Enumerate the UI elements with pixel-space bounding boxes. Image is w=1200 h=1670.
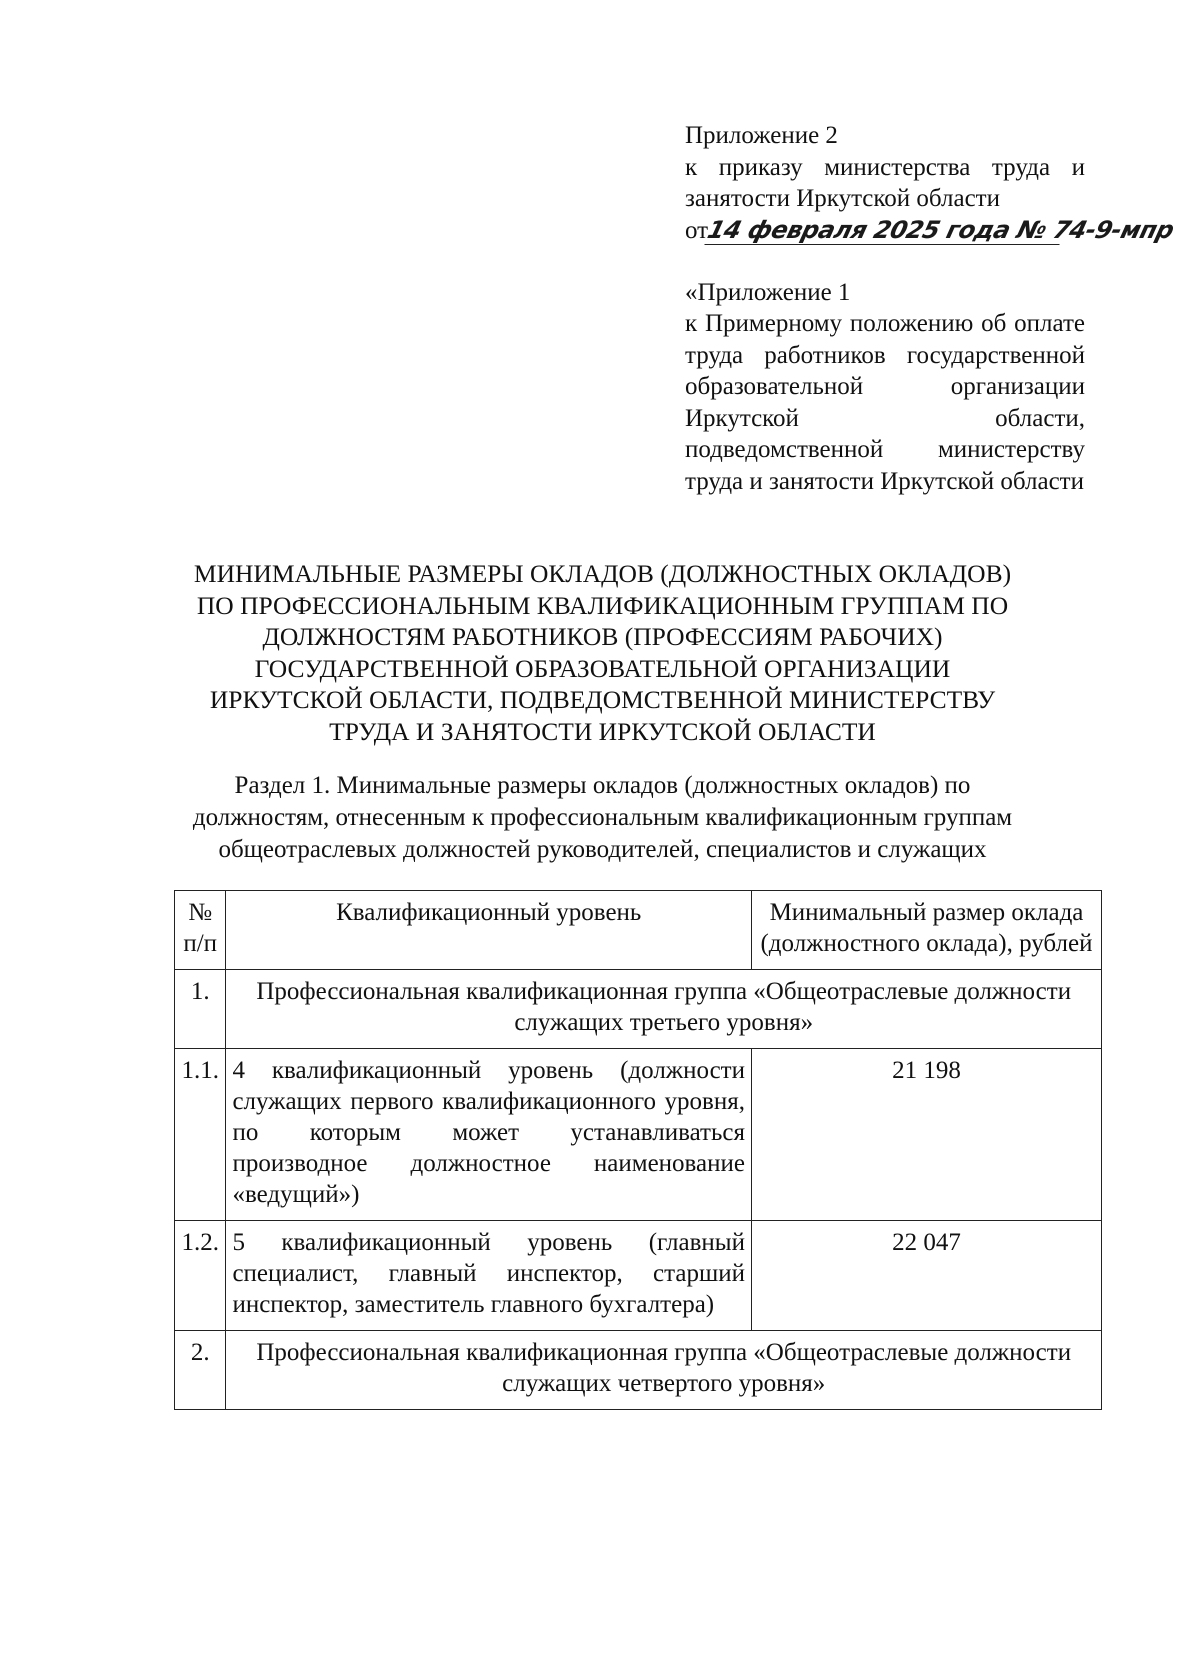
heading-line-5: ИРКУТСКОЙ ОБЛАСТИ, ПОДВЕДОМСТВЕННОЙ МИНИСТЕРСТВУ [209,685,996,714]
appendix-2-line-2: занятости Иркутской области [685,185,1000,212]
appendix-1-body: к Примерному положению об оплате труда работников государственной образовательной организации Иркутской области, подведомственной министерству труда и занятости Иркутской области [685,310,1085,495]
appendix-2-title: Приложение 2 [685,122,838,149]
section-line-3: общеотраслевых должностей руководителей, специалистов и служащих [218,836,987,863]
handwritten-order-date: 14 февраля 2025 года № 74-9-мпр [704,215,1177,244]
header-salary: Минимальный размер оклада (должностного оклада), рублей [751,891,1101,970]
group-title: Профессиональная квалификационная группа «Общеотраслевые должности служащих третьего уровня» [226,970,1102,1049]
row-num: 1.1. [175,1049,226,1221]
table-row [175,1331,1102,1410]
salary-table [174,890,1102,1410]
header-level: Квалификационный уровень [226,891,752,970]
table-row [175,970,1102,1049]
level-text: 5 квалификационный уровень (главный специалист, главный инспектор, старший инспектор, заместитель главного бухгалтера) [226,1221,752,1331]
document-heading [140,558,1065,747]
salary-value: 22 047 [751,1221,1101,1331]
section-line-2: должностям, отнесенным к профессиональным квалификационным группам [192,804,1013,831]
heading-line-2: ПО ПРОФЕССИОНАЛЬНЫМ КВАЛИФИКАЦИОННЫМ ГРУППАМ ПО [196,590,1009,620]
order-line [685,215,1177,247]
salary-value: 21 198 [751,1049,1101,1221]
table-row [175,1221,1102,1331]
table-header-row [175,891,1102,970]
heading-line-3: ДОЛЖНОСТЯМ РАБОТНИКОВ (ПРОФЕССИЯМ РАБОЧИХ) [262,622,943,651]
heading-line-4: ГОСУДАРСТВЕННОЙ ОБРАЗОВАТЕЛЬНОЙ ОРГАНИЗАЦИИ [254,653,951,683]
order-prefix: от [685,216,709,244]
heading-line-1: МИНИМАЛЬНЫЕ РАЗМЕРЫ ОКЛАДОВ (ДОЛЖНОСТНЫХ ОКЛАДОВ) [193,559,1012,588]
group-title: Профессиональная квалификационная группа «Общеотраслевые должности служащих четвертого уровня» [226,1331,1102,1410]
appendix-2-block [685,120,1177,497]
section-1-title [160,770,1045,866]
row-num: 1.2. [175,1221,226,1331]
table-row [175,1049,1102,1221]
heading-line-6: ТРУДА И ЗАНЯТОСТИ ИРКУТСКОЙ ОБЛАСТИ [329,716,876,746]
appendix-1-block [685,277,1085,498]
level-text: 4 квалификационный уровень (должности служащих первого квалификационного уровня, по которым может устанавливаться производное должностное наименование «ведущий») [226,1049,752,1221]
appendix-1-title: «Приложение 1 [685,278,851,306]
row-num: 1. [175,970,226,1049]
row-num: 2. [175,1331,226,1410]
appendix-2-line-1: к приказу министерства труда и [685,153,1085,181]
header-num: № п/п [175,891,226,970]
section-line-1: Раздел 1. Минимальные размеры окладов (должностных окладов) по [234,772,971,799]
